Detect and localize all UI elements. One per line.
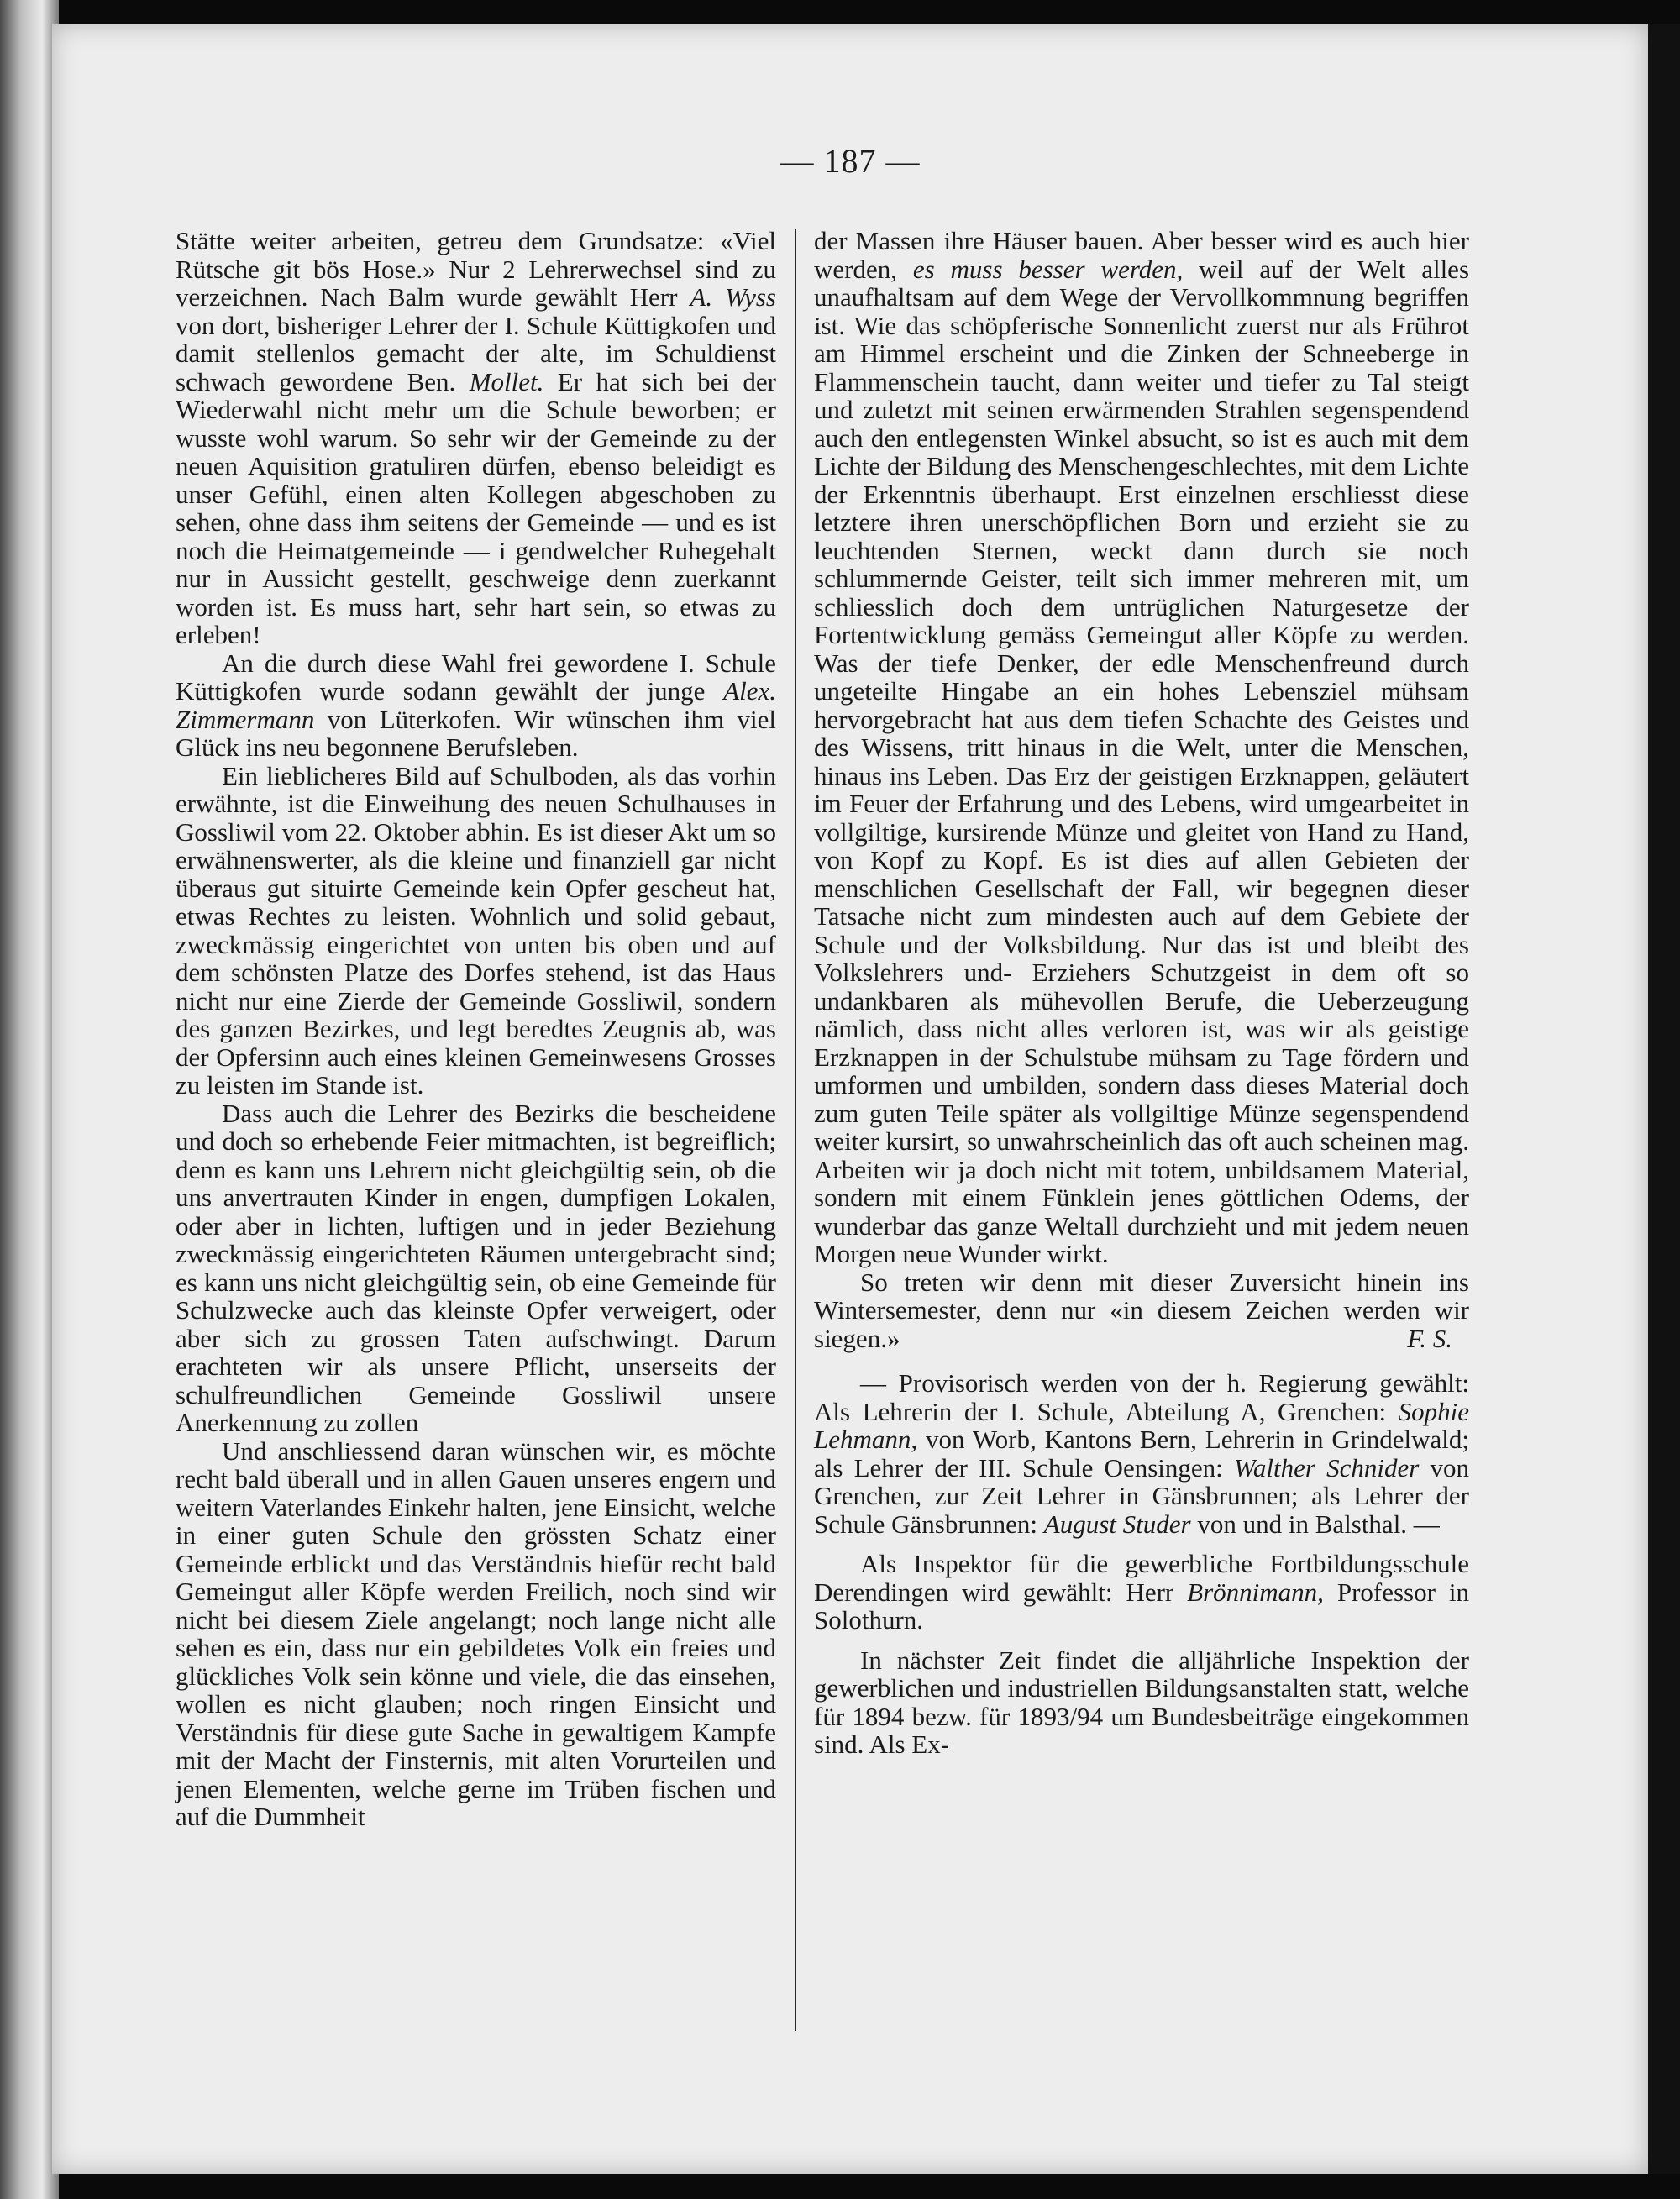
paragraph: der Massen ihre Häuser bauen. Aber besser wird es auch hier werden, es muss besser werden, weil auf der Welt alles unaufhaltsam auf dem Wege der Vervollkommnung begriffen ist. Wie das schöpferische Sonnenlicht zuerst nur als Frührot am Himmel erscheint und die Zinken der Schneeberge in Flammenschein taucht, dann weiter und tiefer zu Tal steigt und zuletzt mit seinen erwärmenden Strahlen segenspendend auch den entlegensten Winkel absucht, so ist es auch mit dem Lichte der Bildung des Menschengeschlechtes, mit dem Lichte der Erkenntnis überhaupt. Erst einzelnen erschliesst diese letztere ihren unerschöpflichen Born und erzieht sie zu leuchtenden Sternen, weckt dann durch sie noch schlummernde Geister, teilt sich immer mehreren mit, um schliesslich doch dem untrüglichen Naturgesetze der Fortentwicklung gemäss Gemeingut aller Köpfe zu werden. Was der tiefe Denker, der edle Menschenfreund durch ungeteilte Hingabe an ein hohes Lebensziel mühsam hervorgebracht hat aus dem tiefen Schachte des Geistes und des Wissens, tritt hinaus in die Welt, unter die Menschen, hinaus ins Leben. Das Erz der geistigen Erzknappen, geläutert im Feuer der Erfahrung und des Lebens, wird umgearbeitet in vollgiltige, kursirende Münze und gleitet von Hand zu Hand, von Kopf zu Kopf. Es ist dies auf allen Gebieten der menschlichen Gesellschaft der Fall, wir begegnen dieser Tatsache nicht zum mindesten auch auf dem Gebiete der Schule und der Volksbildung. Nur das ist und bleibt des Volkslehrers und- Erziehers Schutzgeist in dem oft so undankbaren als mühevollen Berufe, die Ueberzeugung nämlich, dass nicht alles verloren ist, was wir als geistige Erzknappen in der Schulstube mühsam zu Tage fördern und umformen und umbilden, sondern dass dieses Material doch zum guten Teile später als vollgiltige Münze segenspendend weiter kursirt, so unwahrscheinlich das oft auch scheinen mag. Arbeiten wir ja doch nicht mit totem, unbildsamem Material, sondern mit einem Fünklein jenes göttlichen Odems, der wunderbar das ganze Weltall durchzieht und mit jedem neuen Morgen neue Wunder wirkt. (814, 226, 1470, 1268)
italic-name: es muss besser werden, (912, 254, 1184, 284)
paragraph: Dass auch die Lehrer des Bezirks die bescheidene und doch so erhebende Feier mitmachten, ist begreiflich; denn es kann uns Lehrern nicht gleichgültig sein, ob die uns anvertrauten Kinder in engen, dumpfigen Lokalen, oder aber in lichten, luftigen und in jeder Beziehung zweckmässig eingerichteten Räumen untergebracht sind; es kann uns nicht gleichgültig sein, ob eine Gemeinde für Schulzwecke auch das kleinste Opfer verweigert, oder aber sich zu grossen Taten aufschwingt. Darum erachteten wir als unsere Pflicht, unserseits der schulfreundlichen Gemeinde Gossliwil unsere Anerkennung zu zollen (176, 1098, 776, 1437)
italic-name: Sophie Lehmann, (814, 1396, 1469, 1454)
paragraph: Als Inspektor für die gewerbliche Fortbildungsschule Derendingen wird gewählt: Herr Brönnimann, Professor in Solothurn. (814, 1549, 1469, 1635)
left-column (176, 227, 776, 1831)
previous-page-edge (0, 0, 59, 2199)
paragraph: In nächster Zeit findet die alljährliche Inspektion der gewerblichen und industriellen Bildungsanstalten statt, welche für 1894 bezw. für 1893/94 um Bundesbeiträge eingekommen sind. Als Ex- (814, 1645, 1469, 1759)
italic-name: Brönnimann, (1187, 1577, 1324, 1607)
paragraph: Und anschliessend daran wünschen wir, es möchte recht bald überall und in allen Gauen unseres engern und weitern Vaterlandes Einkehr halten, jene Einsicht, welche in einer guten Schule den grössten Schatz einer Gemeinde erblickt und das Verständnis hiefür recht bald Gemeingut aller Köpfe werden Freilich, noch sind wir nicht bei diesem Ziele angelangt; noch lange nicht alle sehen es ein, dass nur ein gebildetes Volk ein freies und glückliches Volk sein könne und viele, die das einsehen, wollen es nicht glauben; noch ringen Einsicht und Verständnis für diese gute Sache in gewaltigem Kampfe mit der Macht der Finsternis, mit alten Vorurteilen und jenen Elementen, welche gerne im Trüben fischen und auf die Dummheit (176, 1435, 776, 1831)
paragraph: Stätte weiter arbeiten, getreu dem Grundsatze: «Viel Rütsche git bös Hose.» Nur 2 Lehrerwechsel sind zu verzeichnen. Nach Balm wurde gewählt Herr A. Wyss von dort, bisheriger Lehrer der I. Schule Küttigkofen und damit stellenlos gemacht der alte, im Schuldienst schwach gewordene Ben. Mollet. Er hat sich bei der Wiederwahl nicht mehr um die Schule beworben; er wusste wohl warum. So sehr wir der Gemeinde zu der neuen Aquisition gratuliren dürfen, ebenso beleidigt es unser Gefühl, einen alten Kollegen abgeschoben zu sehen, ohne dass ihm seitens der Gemeinde — und es ist noch die Heimatgemeinde — i gendwelcher Ruhegehalt nur in Aussicht gestellt, geschweige denn zuerkannt worden ist. Es muss hart, sehr hart sein, so etwas zu erleben! (176, 226, 777, 649)
paragraph: So treten wir denn mit dieser Zuversicht hinein ins Wintersemester, denn nur «in diesem Zeichen werden wir siegen.» F. S. (814, 1267, 1469, 1353)
italic-name: A. Wyss (690, 282, 776, 312)
italic-name: Alex. Zimmermann (176, 676, 776, 734)
paragraph: An die durch diese Wahl frei gewordene I. Schule Küttigkofen wurde sodann gewählt der junge Alex. Zimmermann von Lüterkofen. Wir wünschen ihm viel Glück ins neu begonnene Berufsleben. (176, 648, 776, 762)
right-column (814, 227, 1469, 1759)
column-divider (795, 229, 796, 2031)
page-number: — 187 — (780, 142, 921, 180)
scanned-page (52, 24, 1648, 2174)
author-signature: F. S. (1407, 1323, 1452, 1353)
scan-border (1648, 24, 1680, 2174)
italic-name: Walther Schnider (1233, 1452, 1420, 1483)
paragraph: Ein lieblicheres Bild auf Schulboden, als das vorhin erwähnte, ist die Einweihung des neuen Schulhauses in Gossliwil vom 22. Oktober abhin. Es ist dieser Akt um so erwähnenswerter, als die kleine und finanziell gar nicht überaus gut situirte Gemeinde kein Opfer gescheut hat, etwas Rechtes zu leisten. Wohnlich und solid gebaut, zweckmässig eingerichtet von unten bis oben und auf dem schönsten Platze des Dorfes stehend, ist das Haus nicht nur eine Zierde der Gemeinde Gossliwil, sondern des ganzen Bezirkes, und legt beredtes Zeugnis ab, was der Opfersinn auch eines kleinen Gemeinwesens Grosses zu leisten im Stande ist. (176, 760, 776, 1100)
italic-name: August Studer (1043, 1509, 1191, 1539)
italic-name: Mollet. (469, 366, 544, 396)
paragraph: — Provisorisch werden von der h. Regierung gewählt: Als Lehrerin der I. Schule, Abteilung A, Grenchen: Sophie Lehmann, von Worb, Kantons Bern, Lehrerin in Grindelwald; als Lehrer der III. Schule Oensingen: Walther Schnider von Grenchen, zur Zeit Lehrer in Gänsbrunnen; als Lehrer der Schule Gänsbrunnen: August Studer von und in Balsthal. — (814, 1368, 1469, 1539)
